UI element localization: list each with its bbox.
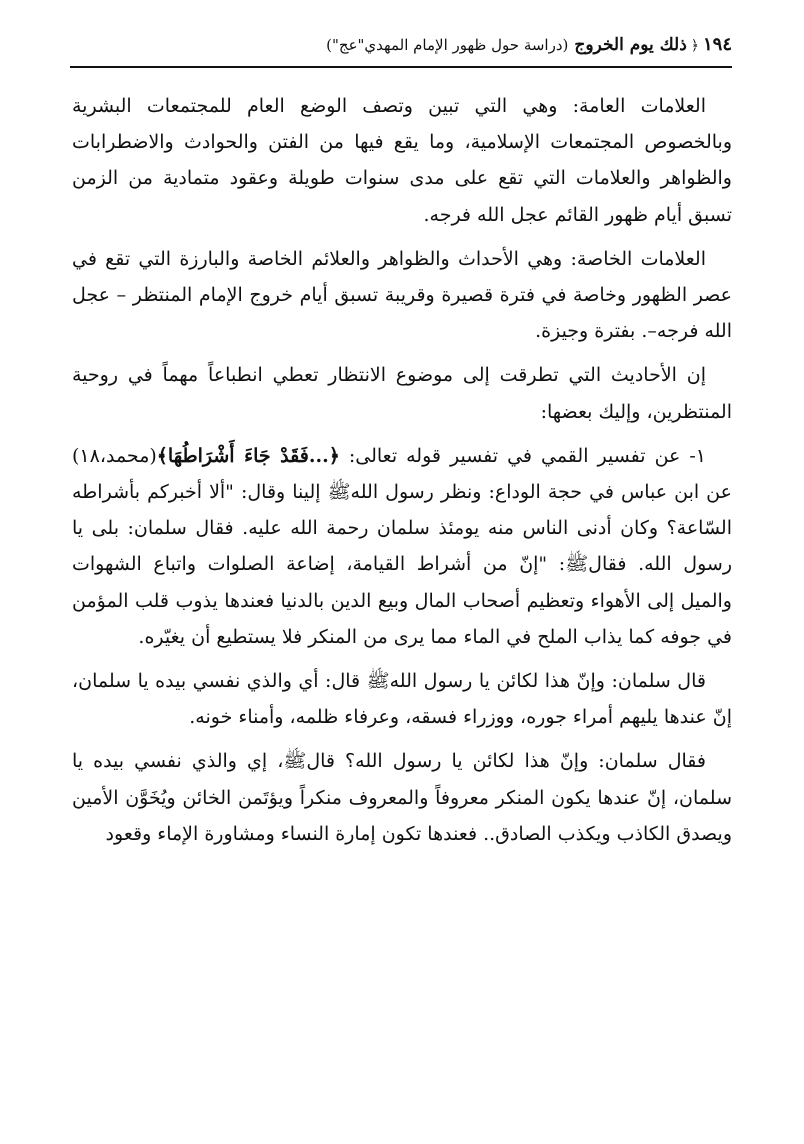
quran-verse: ﴿...فَقَدْ جَاءَ أَشْرَاطُهَا﴾ [156, 444, 340, 467]
paragraph-intro-hadiths: إن الأحاديث التي تطرقت إلى موضوع الانتظار تعطي انطباعاً مهماً في روحية المنتظرين، وإليك بعضها: [72, 364, 732, 423]
book-subtitle: (دراسة حول ظهور الإمام المهدي"عج") [326, 36, 569, 54]
book-title: ذلك يوم الخروج [574, 35, 687, 55]
hadith-one-text: (محمد،١٨) عن ابن عباس في حجة الوداع: ونظر رسول اللهﷺ إلينا وقال: "ألا أخبركم بأشراطه السّاعة؟ وكان أدنى الناس منه يومئذ سلمان رحمة الله عليه. فقال سلمان: بلى يا رسول الله. فقالﷺ: "إنّ من أشراط القيامة، إضاعة الصلوات واتباع الشهوات والميل إلى الأهواء وتعظيم أصحاب المال وبيع الدين بالدنيا فعندها يذوب قلب المؤمن في جوفه كما يذاب الملح في الماء مما يرى من المنكر فلا يستطيع أن يغيّره. [72, 444, 732, 648]
paragraph-salman-one: قال سلمان: وإنّ هذا لكائن يا رسول اللهﷺ قال: أي والذي نفسي بيده يا سلمان، إنّ عندها يليهم أمراء جوره، ووزراء فسقه، وعرفاء ظلمه، وأمناء خونه. [72, 670, 732, 729]
paragraph-general-signs: العلامات العامة: وهي التي تبين وتصف الوضع العام للمجتمعات البشرية وبالخصوص المجتمعات الإسلامية، وما يقع فيها من الفتن والحوادث والاضطرابات والظواهر والعلامات التي تقع على مدى سنوات طويلة وعقود متمادية من الزمن تسبق أيام ظهور القائم عجل الله فرجه. [72, 95, 732, 226]
ornament-icon: ﴿ [690, 38, 699, 54]
paragraph-salman-two: فقال سلمان: وإنّ هذا لكائن يا رسول الله؟ قالﷺ، إي والذي نفسي بيده يا سلمان، إنّ عندها يكون المنكر معروفاً والمعروف منكراً ويؤتَمن الخائن ويُخَوَّن الأمين ويصدق الكاذب ويكذب الصادق.. فعندها تكون إمارة النساء ومشاورة الإماء وقعود [72, 750, 732, 845]
paragraph-hadith-one [72, 438, 732, 655]
paragraph-special-signs: العلامات الخاصة: وهي الأحداث والظواهر والعلائم الخاصة والبارزة التي تقع في عصر الظهور وخاصة في فترة قصيرة وقريبة تسبق أيام خروج الإمام المنتظر – عجل الله فرجه–. بفترة وجيزة. [72, 247, 732, 343]
page-number: ١٩٤ [702, 34, 732, 55]
hadith-one-intro: ١- عن تفسير القمي في تفسير قوله تعالى: [339, 444, 707, 467]
running-header [72, 34, 732, 64]
page-body [72, 88, 732, 860]
header-divider [70, 66, 732, 68]
